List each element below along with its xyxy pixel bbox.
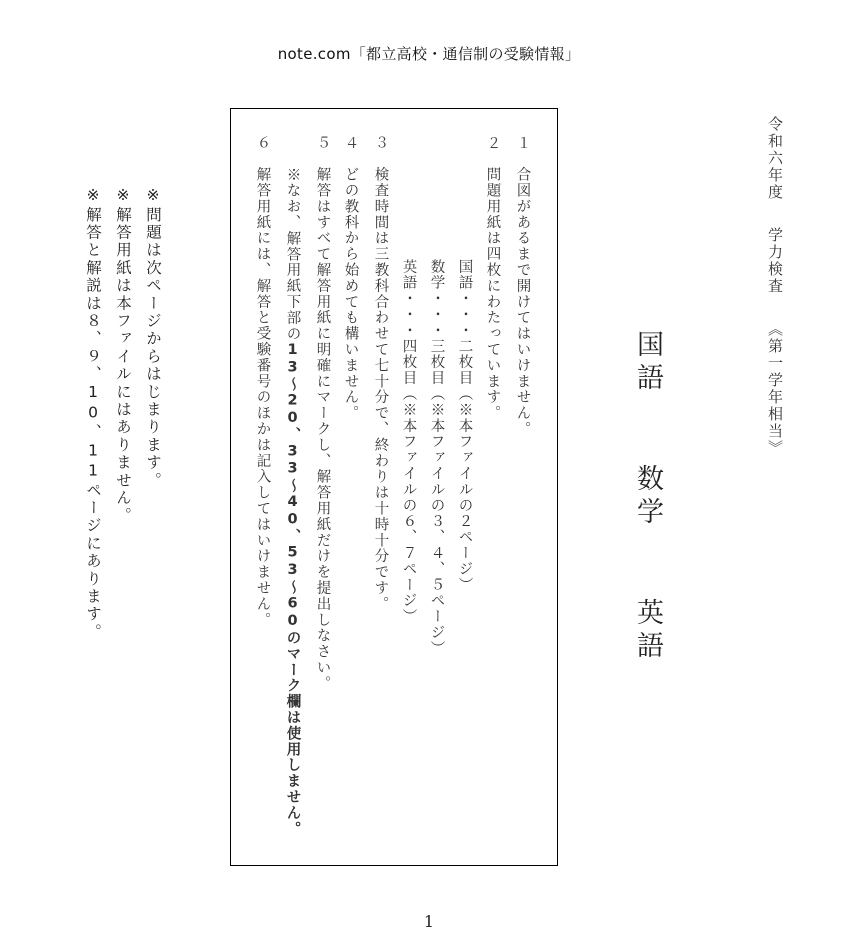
- subject-math: 数学: [632, 464, 663, 530]
- exam-year: 令和六年度: [766, 116, 784, 201]
- exam-grade: 《第一学年相当》: [766, 321, 784, 457]
- exam-title: [765, 116, 786, 457]
- instruction-3: ３ 検査時間は三教科合わせて七十分で、終わりは十時十分です。: [372, 135, 389, 613]
- instruction-2-japanese: 国語・・・二枚目（※本ファイルの２ページ）: [456, 259, 473, 593]
- instruction-5-note: ※なお、解答用紙下部の13～20、33～40、53～60のマーク欄は使用しません。: [284, 167, 301, 837]
- instruction-5: ５ 解答はすべて解答用紙に明確にマークし、解答用紙だけを提出しなさい。: [314, 135, 331, 692]
- instruction-6: ６ 解答用紙には、解答と受験番号のほかは記入してはいけません。: [254, 135, 271, 628]
- page-header: note.com「都立高校・通信制の受験情報」: [277, 45, 581, 63]
- instruction-4: ４ どの教科から始めても構いません。: [342, 135, 359, 422]
- subject-list: [628, 330, 667, 664]
- instruction-1: １ 合図があるまで開けてはいけません。: [514, 135, 531, 438]
- instruction-2: ２ 問題用紙は四枚にわたっています。: [484, 135, 501, 422]
- instruction-2-math: 数学・・・三枚目（※本ファイルの３、４、５ページ）: [428, 259, 445, 657]
- subject-japanese: 国語: [632, 330, 663, 396]
- note-answers-location: ※解答と解説は８、９、10、11ページにあります。: [84, 186, 102, 641]
- note-answer-sheet: ※解答用紙は本ファイルにはありません。: [114, 186, 132, 525]
- subject-english: 英語: [632, 598, 663, 664]
- note-problems-start: ※問題は次ページからはじまります。: [144, 186, 162, 490]
- page-number: 1: [423, 912, 435, 931]
- instruction-2-english: 英語・・・四枚目（※本ファイルの６、７ページ）: [400, 259, 417, 625]
- exam-type: 学力検査: [766, 227, 784, 295]
- instructions-box: [230, 108, 558, 866]
